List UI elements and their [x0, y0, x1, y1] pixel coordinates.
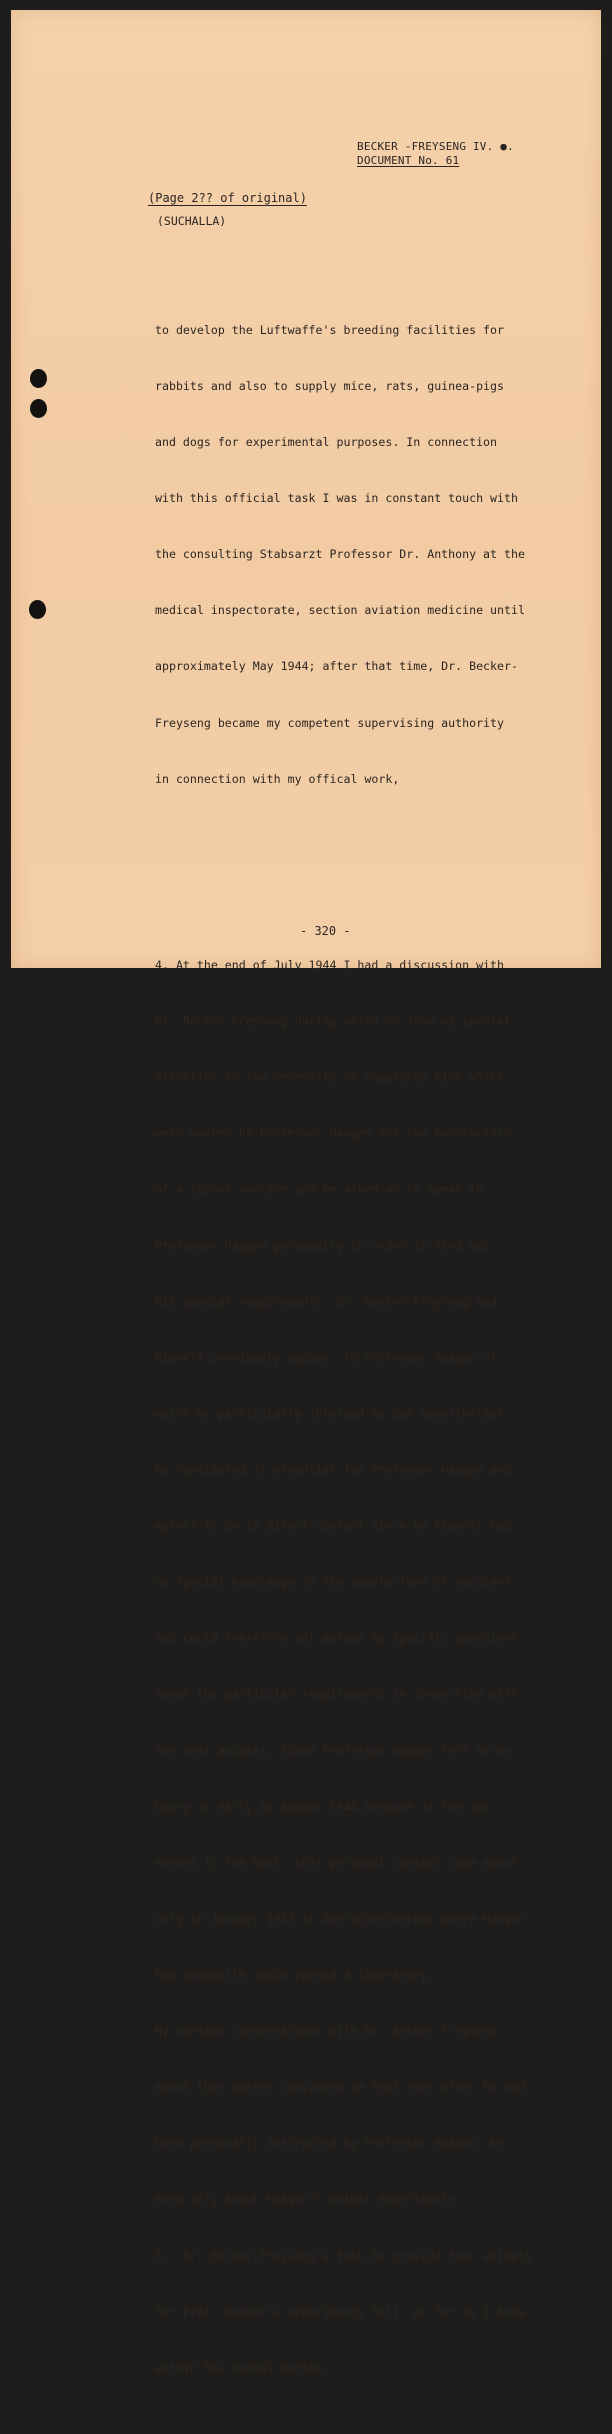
text-line: himself previously spoken to Professor Haagen of — [155, 1350, 498, 1365]
text-line: to develop the Luftwaffe's breeding facilities for — [155, 322, 505, 337]
paragraph-3-continuation — [155, 283, 575, 825]
document-body — [155, 246, 575, 2434]
text-line: Freyseng became my competent supervising authority — [155, 715, 505, 730]
document-header — [357, 140, 514, 168]
text-line: 5. Dr. Becker-Freyseng's task to provide test animals — [155, 2248, 532, 2263]
text-line: My various conversations with Dr. Becker-Freyseng — [155, 2024, 498, 2039]
text-line: in connection with my offical work, — [155, 771, 400, 786]
text-line: with this official task I was in constant touch with — [155, 491, 518, 506]
text-line: been personally instructed by Professor Haagen, he — [155, 2136, 505, 2151]
text-line: myself to be in direct contact since he himself had — [155, 1519, 511, 1534]
punch-hole — [30, 399, 47, 418]
text-line: bourg as early as August 1944 because of the war — [155, 1799, 491, 1814]
paragraph-4 — [155, 919, 575, 2415]
text-line: Dr. Becker-Freyseng during which he drew my special — [155, 1014, 511, 1029]
text-line: only in January 1945 at Oberschreiberhau where Haagen — [155, 1911, 525, 1926]
text-line: had meanwhile again opened a laboratory. — [155, 1967, 435, 1982]
text-line: knew only about Haagen's animal experiments. — [155, 2192, 463, 2207]
text-line: for Prof. Haagen's experiments fell, as far as I know — [155, 2304, 525, 2319]
text-line: about this matter convinced me that even after he had — [155, 2080, 525, 2095]
punch-hole — [29, 600, 46, 619]
text-line: and could therefore not answer my specific questions — [155, 1631, 518, 1646]
text-line: 4. At the end of July 1944 I had a discussion with — [155, 958, 505, 973]
witness-name: (SUCHALLA) — [157, 214, 227, 228]
text-line: medical inspectorate, section aviation medicine until — [155, 603, 525, 618]
text-line: no special knowledge of the manufacture of vaccines — [155, 1575, 511, 1590]
text-line: Professor Haagen personally in order to find out — [155, 1238, 491, 1253]
text-line: about the particular requirements in connection with — [155, 1687, 518, 1702]
text-line: and dogs for experimental purposes. In connection — [155, 435, 498, 450]
header-document-number: DOCUMENT No. 61 — [357, 154, 460, 167]
text-line: his special requirements. Dr. Becker-Freyseng had — [155, 1294, 498, 1309]
text-line: attention to the necessity of supplying mice which — [155, 1070, 505, 1085]
punch-hole — [30, 369, 47, 388]
text-line: which he particularly informed me but nevertheless — [155, 1406, 505, 1421]
text-line: events in the West, this personal contact came about — [155, 1855, 518, 1870]
header-exhibit-line: BECKER -FREYSENG IV. ●. — [357, 140, 514, 153]
page-number: - 320 - — [300, 924, 351, 938]
page-reference: (Page 2?? of original) — [148, 191, 307, 205]
text-line: rabbits and also to supply mice, rats, guinea-pigs — [155, 378, 505, 393]
text-line: he considered it essential for Professor Haagen and — [155, 1463, 511, 1477]
text-line: within his normal duties. — [155, 2360, 330, 2375]
text-line: the consulting Stabsarzt Professor Dr. Anthony at the — [155, 547, 525, 562]
text-line: the test animals. Since Professor Haagen left Stras- — [155, 1743, 518, 1758]
text-line: of a typhus vaccine and he asked me to speak to — [155, 1182, 484, 1197]
text-line: approximately May 1944; after that time, Dr. Becker- — [155, 659, 518, 674]
text-line: were wanted by Professor Haagen for the manufacture — [155, 1126, 511, 1141]
